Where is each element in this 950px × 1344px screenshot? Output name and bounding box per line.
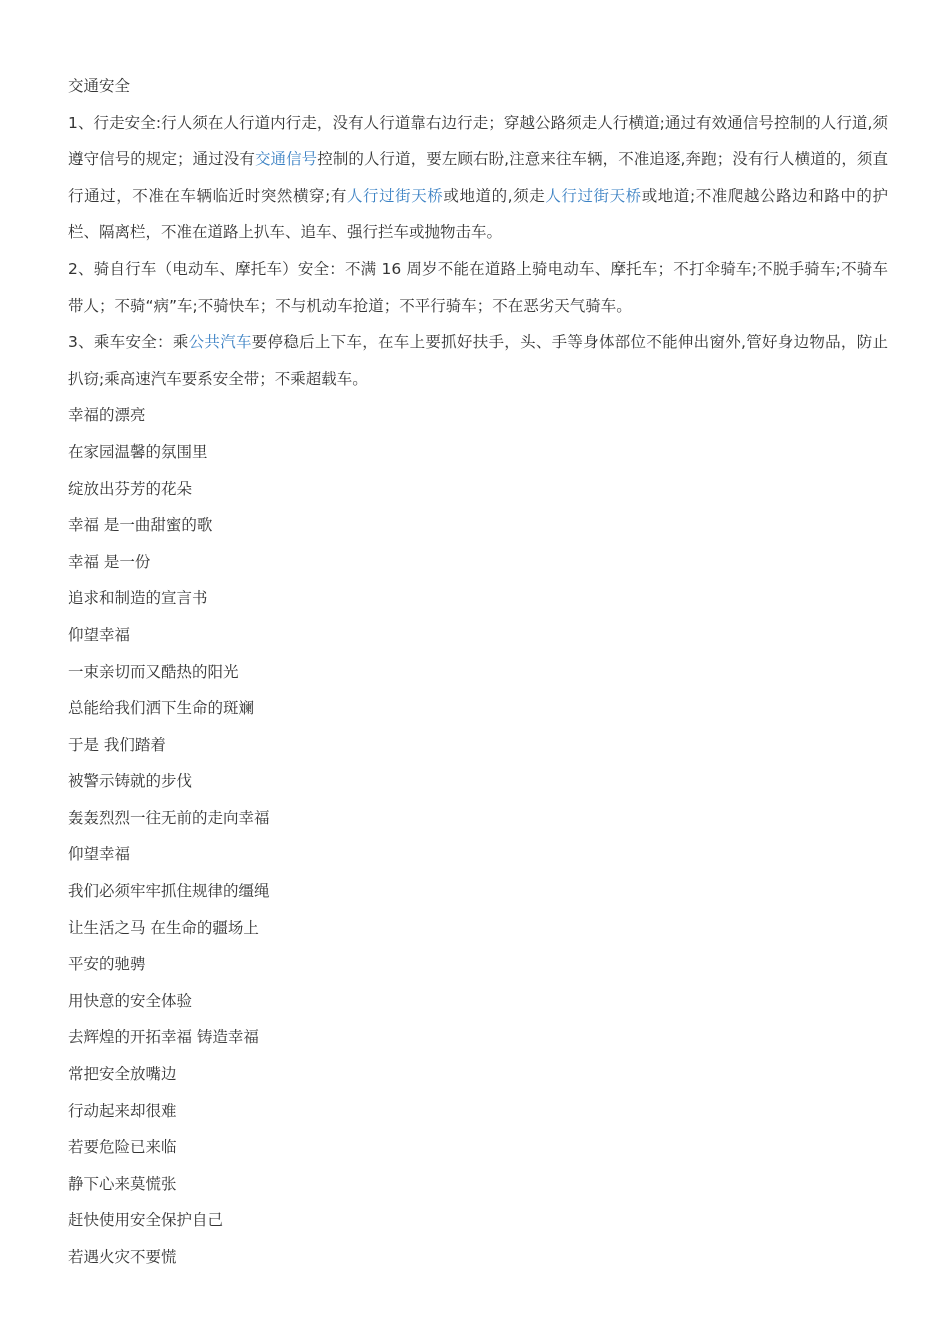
poem-line: 行动起来却很难 [68,1101,177,1120]
poem-line: 静下心来莫慌张 [68,1174,177,1193]
paragraph-text: 控制的人行道，要左顾右盼,注意来往车辆，不准追逐,奔跑；没有行人横道的，须直行通过，不准在车辆临近时突然横穿;有 [68,150,888,205]
poem-line: 于是 我们踏着 [68,735,166,754]
paragraph-text: 要停稳后上下车，在车上要抓好扶手，头、手等身体部位不能伸出窗外,管好身边物品，防止扒窃;乘高速汽车要系安全带；不乘超载车。 [68,333,888,388]
poem-line: 赶快使用安全保护自己 [68,1211,224,1230]
poem-line: 若遇火灾不要慌 [68,1248,177,1266]
poem-line: 让生活之马 在生命的疆场上 [68,918,259,937]
paragraph-text: 或地道;不准爬越公路边和路中的护栏、隔离栏，不准在道路上扒车、追车、强行拦车或抛物击车。 [68,186,888,242]
poem-line: 我们必须牢牢抓住规律的缰绳 [68,882,270,901]
paragraph-text: 2、骑自行车（电动车、摩托车）安全：不满 16 周岁不能在道路上骑电动车、摩托车；不打伞骑车;不脱手骑车;不骑车带人；不骑“病”车;不骑快车；不与机动车抢道；不平行骑车；不在恶劣天气骑车。 [68,259,888,315]
poem-line: 一束亲切而又酷热的阳光 [68,662,239,681]
poem-line: 用快意的安全体验 [68,991,193,1010]
poem-line: 幸福的漂亮 [68,406,146,425]
paragraph-walking-safety [68,105,888,251]
poem-line: 追求和制造的宣言书 [68,589,208,608]
poem-line: 平安的驰骋 [68,955,146,974]
link-traffic-signal[interactable]: 交通信号 [254,150,318,169]
link-pedestrian-overpass-2[interactable]: 人行过街天桥 [545,186,642,205]
paragraph-cycling-safety [68,251,888,324]
poem-line: 仰望幸福 [68,845,131,864]
document-page [68,68,888,1276]
poem-line: 被警示铸就的步伐 [68,772,193,791]
poem-line: 轰轰烈烈一往无前的走向幸福 [68,808,270,827]
paragraph-text: 或地道的,须走 [443,186,546,205]
link-public-bus[interactable]: 公共汽车 [188,333,252,352]
poem-line: 绽放出芬芳的花朵 [68,479,193,498]
poem-line: 在家园温馨的氛围里 [68,442,208,461]
poem-line: 若要危险已来临 [68,1138,177,1157]
link-pedestrian-overpass[interactable]: 人行过街天桥 [346,186,444,205]
poem-line: 常把安全放嘴边 [68,1065,177,1084]
poem-line: 仰望幸福 [68,625,131,644]
poem-line: 幸福 是一份 [68,552,151,571]
poem [68,397,888,1275]
document-title: 交通安全 [68,77,131,95]
poem-line: 去辉煌的开拓幸福 铸造幸福 [68,1028,259,1047]
paragraph-riding-safety [68,324,888,397]
poem-line: 幸福 是一曲甜蜜的歌 [68,516,213,535]
paragraph-text: 1、行走安全:行人须在人行道内行走，没有人行道靠右边行走；穿越公路须走人行横道;通过有效通信号控制的人行道,须遵守信号的规定；通过没有 [68,113,888,169]
poem-line: 总能给我们洒下生命的斑斓 [68,699,255,718]
paragraph-text: 3、乘车安全：乘 [68,333,189,352]
